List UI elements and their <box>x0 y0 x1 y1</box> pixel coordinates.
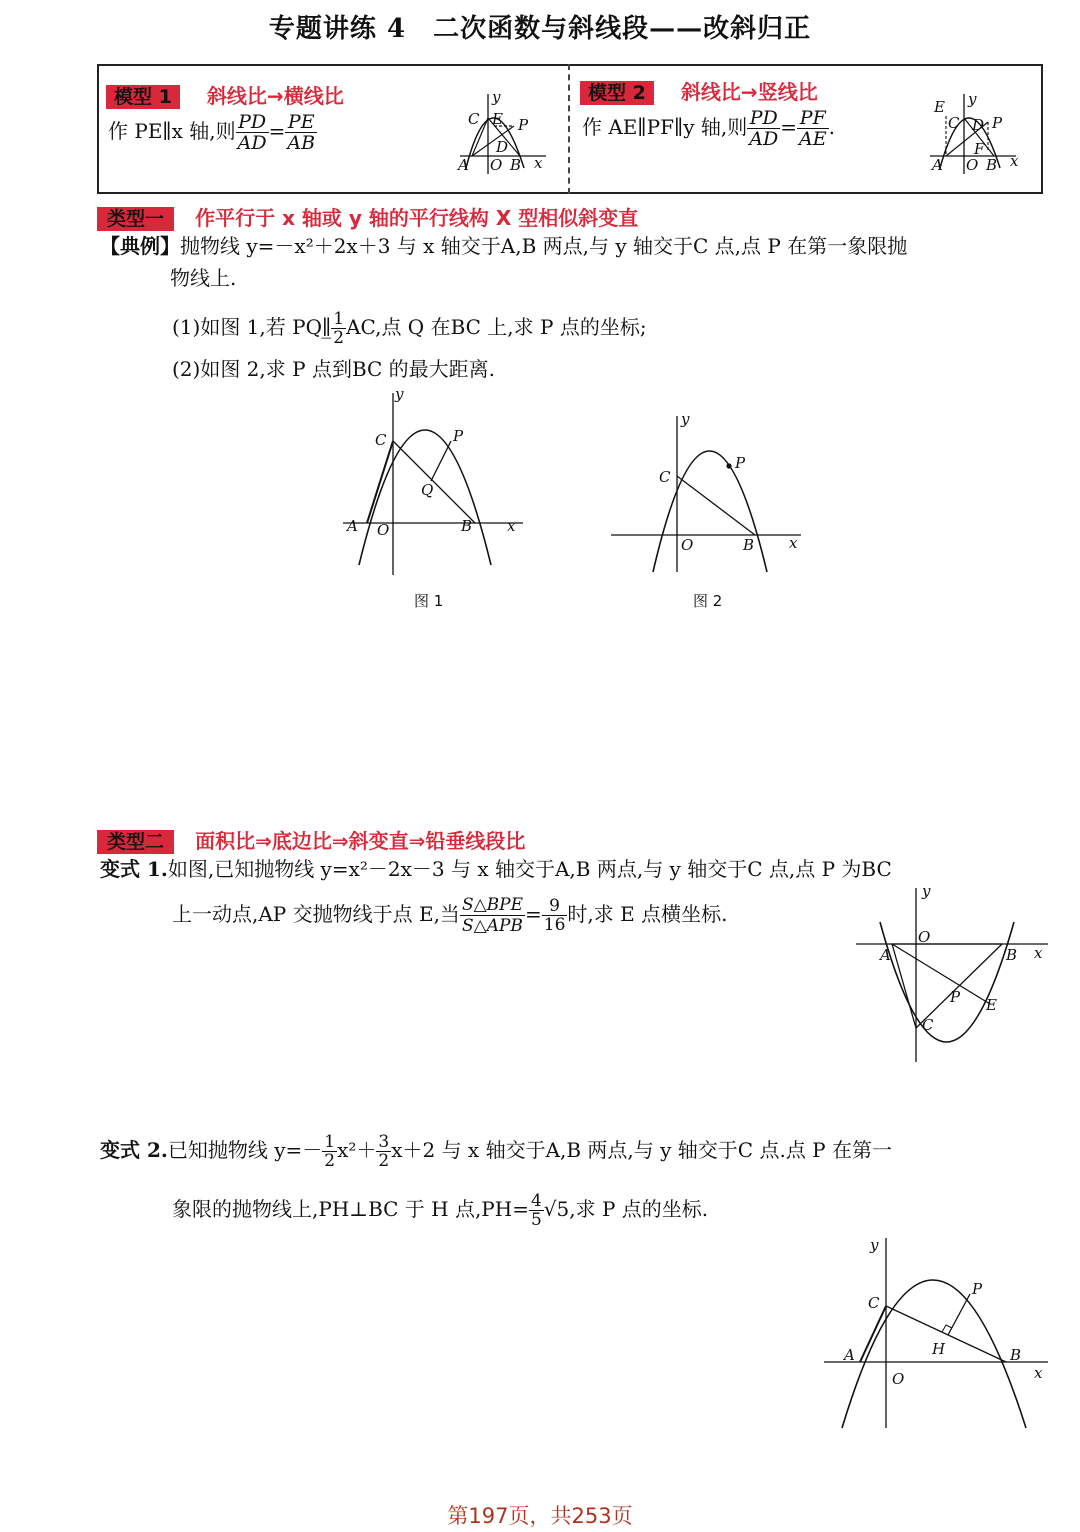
model1-frac1-den: AD <box>237 132 267 154</box>
model2-tag: 模型 2 <box>580 81 654 105</box>
figure-2 <box>605 410 805 575</box>
model-divider <box>568 64 570 194</box>
type2-heading: 面积比⇒底边比⇒斜变直⇒铅垂线段比 <box>195 829 526 853</box>
figure-1-caption: 图 1 <box>414 592 444 610</box>
type1-heading: 作平行于 x 轴或 y 轴的平行线构 X 型相似斜变直 <box>195 206 639 230</box>
variant1-line2 <box>172 895 727 936</box>
type1-question2: (2)如图 2,求 P 点到BC 的最大距离. <box>172 357 496 381</box>
model2-frac2 <box>797 108 829 149</box>
m2-label-d: D <box>972 116 985 134</box>
type1-question1 <box>172 310 647 347</box>
f2-label-y: y <box>681 410 690 428</box>
f2-label-c: C <box>659 468 671 486</box>
variant2-text1b: x²＋ <box>337 1138 377 1162</box>
model1-frac1 <box>236 112 269 153</box>
example-label: 【典例】 <box>100 234 180 258</box>
f2-label-o: O <box>681 536 694 554</box>
model1-header <box>106 80 344 109</box>
variant2-frac3 <box>529 1192 544 1229</box>
m2-label-o: O <box>966 156 979 174</box>
v2-label-p: P <box>972 1280 983 1298</box>
variant1-text1: 如图,已知抛物线 y=x²－2x－3 与 x 轴交于A,B 两点,与 y 轴交于C 点,点 P 为BC <box>167 857 892 881</box>
f1-label-x: x <box>507 517 516 535</box>
model2-figure <box>926 88 1026 176</box>
f1-label-o: O <box>377 521 390 539</box>
v1-label-e: E <box>986 996 997 1014</box>
variant2-frac1 <box>322 1133 337 1170</box>
variant2-frac1-num: 1 <box>324 1132 336 1152</box>
type2-tag: 类型二 <box>97 830 174 854</box>
type1-header <box>97 202 638 231</box>
q1-frac-num: 1 <box>333 309 345 329</box>
m2-label-x: x <box>1010 152 1019 170</box>
variant2-line2 <box>172 1192 708 1229</box>
v1-label-x: x <box>1034 944 1043 962</box>
variant1-frac-num: S△BPE <box>461 895 523 915</box>
variant1-frac-den: S△APB <box>462 916 523 936</box>
m1-label-c: C <box>468 110 480 128</box>
m1-label-a: A <box>458 156 469 174</box>
type1-example-line2: 物线上. <box>170 266 237 290</box>
m2-label-e: E <box>934 98 945 116</box>
m1-label-x: x <box>534 154 543 172</box>
m2-label-a: A <box>932 156 943 174</box>
q1-frac <box>331 310 346 347</box>
model1-figure <box>452 88 552 176</box>
f1-label-a: A <box>347 517 358 535</box>
v1-label-o: O <box>918 928 931 946</box>
v2-label-o: O <box>892 1370 905 1388</box>
v2-label-b: B <box>1010 1346 1022 1364</box>
m1-label-o: O <box>490 156 503 174</box>
f2-label-x: x <box>789 534 798 552</box>
variant2-text2a: 象限的抛物线上,PH⊥BC 于 H 点,PH= <box>172 1197 529 1221</box>
f1-label-c: C <box>375 431 387 449</box>
variant1-figure <box>852 882 1050 1064</box>
variant2-text1c: x＋2 与 x 轴交于A,B 两点,与 y 轴交于C 点.点 P 在第一 <box>391 1138 892 1162</box>
model2-frac2-num: PF <box>797 108 829 129</box>
f2-label-p: P <box>735 454 746 472</box>
v2-label-y: y <box>870 1236 879 1254</box>
variant1-frac2-den: 16 <box>543 915 566 935</box>
type1-tag: 类型一 <box>97 207 174 231</box>
variant2-line1 <box>100 1133 892 1170</box>
model2-eq: = <box>780 115 797 139</box>
m2-label-b: B <box>986 156 998 174</box>
variant1-frac2-num: 9 <box>542 897 568 916</box>
model2-frac1 <box>747 108 780 149</box>
variant2-text2b: √5,求 P 点的坐标. <box>543 1197 709 1221</box>
m2-label-p: P <box>992 114 1003 132</box>
model2-header <box>580 76 818 105</box>
figure-2-caption: 图 2 <box>693 592 723 610</box>
variant2-figure <box>822 1232 1052 1432</box>
variant2-label: 变式 2. <box>100 1138 168 1162</box>
variant2-text1a: 已知抛物线 y=－ <box>167 1138 323 1162</box>
m1-label-b: B <box>510 156 522 174</box>
q1-frac-den: 2 <box>333 328 345 348</box>
v1-label-c: C <box>922 1016 934 1034</box>
v2-label-h: H <box>932 1340 946 1358</box>
type1-example-line1 <box>100 231 907 261</box>
model2-frac1-num: PD <box>747 108 780 129</box>
page-footer: 第197页，共253页 <box>447 1504 633 1528</box>
model1-frac1-num: PD <box>236 112 269 133</box>
v2-label-c: C <box>868 1294 880 1312</box>
model1-text: 作 PE∥x 轴,则 <box>108 119 236 143</box>
v1-label-p: P <box>950 988 961 1006</box>
variant1-text2-prefix: 上一动点,AP 交抛物线于点 E,当 <box>172 902 460 926</box>
v1-label-y: y <box>922 882 931 900</box>
variant1-label: 变式 1. <box>100 857 168 881</box>
f2-label-b: B <box>743 536 755 554</box>
variant2-frac3-num: 4 <box>530 1191 542 1211</box>
model1-frac2-den: AB <box>287 132 316 154</box>
model1-eq: = <box>268 119 286 143</box>
example-text-1: 抛物线 y=－x²＋2x＋3 与 x 轴交于A,B 两点,与 y 轴交于C 点,点 P 在第一象限抛 <box>180 234 908 258</box>
variant2-frac1-den: 2 <box>324 1151 336 1171</box>
model1-tag: 模型 1 <box>106 85 180 109</box>
m1-label-p: P <box>518 116 529 134</box>
page-title: 专题讲练 4 二次函数与斜线段——改斜归正 <box>268 14 812 44</box>
model2-frac2-den: AE <box>798 128 827 150</box>
model2-text: 作 AE∥PF∥y 轴,则 <box>582 115 748 139</box>
variant1-text2-suffix: 时,求 E 点横坐标. <box>567 902 728 926</box>
v1-label-a: A <box>880 946 891 964</box>
variant1-frac <box>460 895 525 936</box>
v2-label-a: A <box>844 1346 855 1364</box>
m2-label-f: F <box>974 140 985 158</box>
model2-formula <box>582 108 835 149</box>
variant2-frac2-num: 3 <box>378 1132 390 1152</box>
q1-suffix: AC,点 Q 在BC 上,求 P 点的坐标; <box>346 315 647 339</box>
v2-label-x: x <box>1034 1364 1043 1382</box>
variant2-frac3-den: 5 <box>530 1210 542 1230</box>
v1-label-b: B <box>1006 946 1018 964</box>
model1-frac2 <box>285 112 317 153</box>
model2-frac1-den: AD <box>749 128 779 150</box>
model2-suffix: . <box>828 115 835 139</box>
type2-header <box>97 825 525 854</box>
m1-label-y: y <box>492 88 501 106</box>
variant1-frac2 <box>542 897 568 934</box>
f1-label-q: Q <box>421 481 434 499</box>
model1-frac2-num: PE <box>285 112 317 133</box>
m1-label-e: E <box>492 110 503 128</box>
variant1-eq: = <box>525 902 542 926</box>
model1-formula <box>108 112 317 153</box>
model2-heading: 斜线比→竖线比 <box>680 80 818 104</box>
variant2-frac2 <box>376 1133 391 1170</box>
m1-label-d: D <box>496 138 509 156</box>
figure-1 <box>335 385 525 580</box>
variant1-line1 <box>100 854 892 884</box>
model1-heading: 斜线比→横线比 <box>206 84 344 108</box>
q1-prefix: (1)如图 1,若 PQ <box>172 315 322 339</box>
variant2-frac2-den: 2 <box>378 1151 390 1171</box>
f1-label-b: B <box>461 517 473 535</box>
f1-label-y: y <box>395 385 404 403</box>
m2-label-y: y <box>968 90 977 108</box>
m2-label-c: C <box>948 114 960 132</box>
f1-label-p: P <box>453 427 464 445</box>
q1-symbol: ∥̲ <box>321 315 332 339</box>
